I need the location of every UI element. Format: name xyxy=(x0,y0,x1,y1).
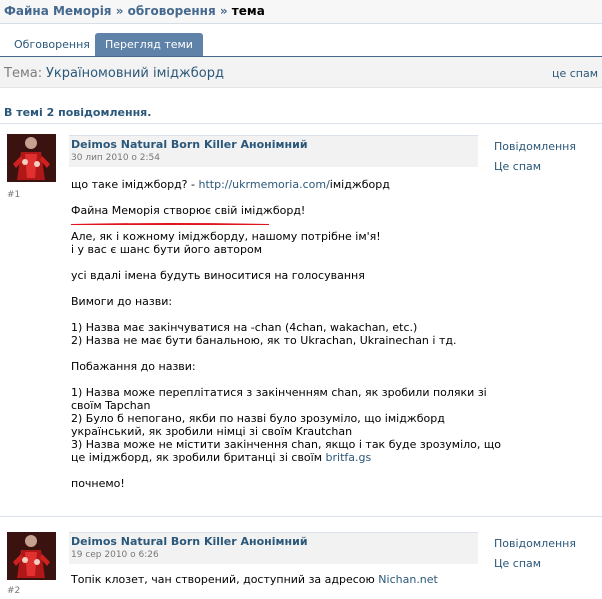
post-line: усі вдалі імена будуть виноситися на голосування xyxy=(71,269,365,282)
post-line: Побажання до назви: xyxy=(71,360,196,373)
topic-bar xyxy=(0,57,602,88)
post-author-link[interactable]: Deimos Natural Born Killer Анонімний xyxy=(71,138,308,151)
post-line: 1) Назва може переплітатися з закінченням chan, як зробили поляки зі xyxy=(71,386,487,399)
post-line-highlight: Файна Меморія створює свій іміджборд! xyxy=(71,204,306,217)
post-author-link[interactable]: Deimos Natural Born Killer Анонімний xyxy=(71,535,308,548)
breadcrumb xyxy=(4,4,265,18)
britfa-link[interactable]: britfa.gs xyxy=(325,451,372,464)
post-header xyxy=(69,532,478,564)
post-line: 2) Назва не має бути банальною, як то Ukrachan, Ukrainechan і тд. xyxy=(71,334,457,347)
post-header xyxy=(69,135,478,167)
post-line xyxy=(71,178,471,191)
post-number: #1 xyxy=(7,190,21,200)
post-line: український, як зробили німці зі своїм Krautchan xyxy=(71,425,353,438)
post-line: Але, як і кожному іміджборду, нашому потрібне ім'я! xyxy=(71,230,381,243)
tab-discussions[interactable]: Обговорення xyxy=(14,38,90,51)
avatar[interactable] xyxy=(7,532,56,580)
post-line: Вимоги до назви: xyxy=(71,295,173,308)
post-line: 3) Назва може не містити закінчення chan, якщо і так буде зрозуміло, що xyxy=(71,438,501,451)
post-date: 30 лип 2010 о 2:54 xyxy=(71,153,161,163)
breadcrumb-bar xyxy=(0,0,602,24)
post-date: 19 сер 2010 о 6:26 xyxy=(71,550,159,560)
post-actions xyxy=(494,140,576,180)
divider xyxy=(0,516,602,517)
red-underline-annotation xyxy=(70,223,270,225)
post-line xyxy=(71,573,471,586)
breadcrumb-current: тема xyxy=(231,4,265,18)
post-text: Топік клозет, чан створений, доступний за адресою xyxy=(71,573,379,586)
post-actions xyxy=(494,537,576,577)
post-number: #2 xyxy=(7,586,21,596)
message-link[interactable]: Повідомлення xyxy=(494,537,576,550)
avatar-image xyxy=(7,532,56,580)
breadcrumb-separator: » xyxy=(219,4,228,18)
post-line: 2) Було б непогано, якби по назві було зрозуміло, що іміджборд xyxy=(71,412,445,425)
breadcrumb-root-link[interactable]: Файна Меморія xyxy=(4,4,112,18)
breadcrumb-separator: » xyxy=(115,4,124,18)
spam-link[interactable]: Це спам xyxy=(494,160,542,173)
post-count: В темі 2 повідомлення. xyxy=(4,106,152,119)
post-line: своїм Tapchan xyxy=(71,399,151,412)
post-text: іміджборд xyxy=(329,178,390,191)
topic-label: Тема: xyxy=(4,66,43,81)
post-line: і у вас є шанс бути його автором xyxy=(71,243,263,256)
divider xyxy=(0,123,602,124)
tab-view-topic[interactable]: Перегляд теми xyxy=(95,33,203,56)
avatar-image xyxy=(7,134,56,182)
topic-title: Україномовний іміджборд xyxy=(46,66,224,81)
avatar[interactable] xyxy=(7,134,56,182)
post-body xyxy=(71,573,471,586)
spam-link[interactable]: Це спам xyxy=(494,557,542,570)
post-text: це іміджборд, як зробили британці зі своїм xyxy=(71,451,326,464)
post-line: 1) Назва має закінчуватися на -chan (4chan, wakachan, etc.) xyxy=(71,321,418,334)
site-link[interactable]: http://ukrmemoria.com/ xyxy=(198,178,330,191)
nichan-link[interactable]: Nichan.net xyxy=(378,573,438,586)
message-link[interactable]: Повідомлення xyxy=(494,140,576,153)
tab-bar xyxy=(0,33,602,58)
topic-spam-link[interactable]: це спам xyxy=(551,67,598,80)
post-line xyxy=(71,451,471,464)
breadcrumb-section-link[interactable]: обговорення xyxy=(127,4,216,18)
post-line: почнемо! xyxy=(71,477,125,490)
post-text: що таке іміджборд? - xyxy=(71,178,199,191)
